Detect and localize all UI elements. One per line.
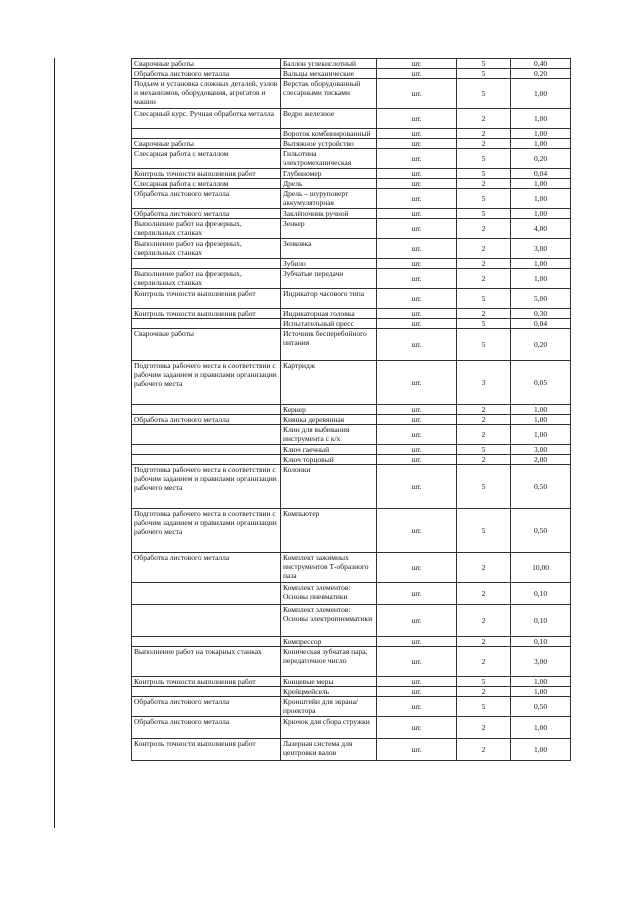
work-cell <box>132 687 281 697</box>
table-row <box>132 129 571 139</box>
unit-cell: шт. <box>377 129 457 139</box>
table-row <box>132 309 571 319</box>
unit-cell: шт. <box>377 647 457 677</box>
quantity-cell: 2 <box>457 269 511 289</box>
item-cell: Источник бесперебойного питания <box>281 329 377 361</box>
work-cell: Выполнение работ на токарных станках <box>132 647 281 677</box>
work-cell <box>132 605 281 637</box>
work-cell: Контроль точности выполнения работ <box>132 739 281 761</box>
item-cell: Дрель <box>281 179 377 189</box>
table-row <box>132 219 571 239</box>
item-cell: Вороток комбинированный <box>281 129 377 139</box>
table-row <box>132 697 571 717</box>
price-cell: 0,10 <box>511 605 571 637</box>
work-cell: Обработка листового металла <box>132 69 281 79</box>
work-cell <box>132 129 281 139</box>
price-cell: 0,30 <box>511 309 571 319</box>
price-cell: 1,00 <box>511 405 571 415</box>
price-cell: 1,00 <box>511 739 571 761</box>
unit-cell: шт. <box>377 455 457 465</box>
unit-cell: шт. <box>377 319 457 329</box>
item-cell: Баллон углекислотный <box>281 59 377 69</box>
unit-cell: шт. <box>377 509 457 553</box>
work-cell: Выполнение работ на фрезерных, сверлильных станках <box>132 219 281 239</box>
item-cell: Картридж <box>281 361 377 405</box>
work-cell <box>132 637 281 647</box>
price-cell: 0,20 <box>511 149 571 169</box>
quantity-cell: 5 <box>457 169 511 179</box>
item-cell: Кернер <box>281 405 377 415</box>
table-row <box>132 717 571 739</box>
price-cell: 1,00 <box>511 179 571 189</box>
table-row <box>132 647 571 677</box>
price-cell: 0,20 <box>511 69 571 79</box>
work-cell: Подготовка рабочего места в соответствии с рабочим заданием и правилами организации рабочего места <box>132 361 281 405</box>
quantity-cell: 2 <box>457 179 511 189</box>
table-row <box>132 139 571 149</box>
table-row <box>132 239 571 259</box>
unit-cell: шт. <box>377 415 457 425</box>
unit-cell: шт. <box>377 189 457 209</box>
unit-cell: шт. <box>377 677 457 687</box>
quantity-cell: 5 <box>457 677 511 687</box>
unit-cell: шт. <box>377 717 457 739</box>
price-cell: 0,05 <box>511 361 571 405</box>
table-row <box>132 455 571 465</box>
price-cell: 0,40 <box>511 59 571 69</box>
item-cell: Компьютер <box>281 509 377 553</box>
unit-cell: шт. <box>377 309 457 319</box>
quantity-cell: 2 <box>457 219 511 239</box>
unit-cell: шт. <box>377 465 457 509</box>
item-cell: Верстак оборудованный слесарными тисками <box>281 79 377 109</box>
quantity-cell: 5 <box>457 79 511 109</box>
work-cell: Выполнение работ на фрезерных, сверлильных станках <box>132 239 281 259</box>
unit-cell: шт. <box>377 169 457 179</box>
equipment-table-body <box>132 59 571 761</box>
table-row <box>132 605 571 637</box>
quantity-cell: 2 <box>457 139 511 149</box>
quantity-cell: 2 <box>457 415 511 425</box>
price-cell: 5,00 <box>511 289 571 309</box>
price-cell: 3,00 <box>511 647 571 677</box>
price-cell: 10,00 <box>511 553 571 583</box>
quantity-cell: 2 <box>457 309 511 319</box>
item-cell: Зенковка <box>281 239 377 259</box>
unit-cell: шт. <box>377 739 457 761</box>
unit-cell: шт. <box>377 109 457 129</box>
price-cell: 4,00 <box>511 219 571 239</box>
work-cell: Обработка листового металла <box>132 697 281 717</box>
table-row <box>132 289 571 309</box>
table-row <box>132 425 571 445</box>
quantity-cell: 5 <box>457 149 511 169</box>
table-row <box>132 149 571 169</box>
price-cell: 0,50 <box>511 509 571 553</box>
quantity-cell: 2 <box>457 647 511 677</box>
quantity-cell: 5 <box>457 509 511 553</box>
unit-cell: шт. <box>377 329 457 361</box>
price-cell: 1,00 <box>511 269 571 289</box>
price-cell: 1,00 <box>511 425 571 445</box>
work-cell: Обработка листового металла <box>132 415 281 425</box>
item-cell: Концевые меры <box>281 677 377 687</box>
item-cell: Дрель – шуруповерт аккумуляторная <box>281 189 377 209</box>
item-cell: Ключ торцовый <box>281 455 377 465</box>
table-row <box>132 553 571 583</box>
table-row <box>132 687 571 697</box>
table-row <box>132 677 571 687</box>
table-row <box>132 69 571 79</box>
price-cell: 1,00 <box>511 109 571 129</box>
table-row <box>132 209 571 219</box>
table-row <box>132 109 571 129</box>
table-row <box>132 79 571 109</box>
quantity-cell: 2 <box>457 425 511 445</box>
unit-cell: шт. <box>377 149 457 169</box>
item-cell: Испытательный пресс <box>281 319 377 329</box>
price-cell: 1,00 <box>511 139 571 149</box>
item-cell: Вальцы механические <box>281 69 377 79</box>
table-row <box>132 637 571 647</box>
quantity-cell: 5 <box>457 319 511 329</box>
unit-cell: шт. <box>377 139 457 149</box>
page-margin-line <box>54 58 55 828</box>
unit-cell: шт. <box>377 425 457 445</box>
price-cell: 1,00 <box>511 717 571 739</box>
price-cell: 1,00 <box>511 415 571 425</box>
quantity-cell: 5 <box>457 289 511 309</box>
work-cell: Подготовка рабочего места в соответствии с рабочим заданием и правилами организации рабочего места <box>132 509 281 553</box>
table-row <box>132 259 571 269</box>
quantity-cell: 2 <box>457 687 511 697</box>
price-cell: 0,50 <box>511 697 571 717</box>
quantity-cell: 2 <box>457 259 511 269</box>
unit-cell: шт. <box>377 219 457 239</box>
item-cell: Зубило <box>281 259 377 269</box>
table-row <box>132 179 571 189</box>
quantity-cell: 3 <box>457 361 511 405</box>
quantity-cell: 5 <box>457 465 511 509</box>
table-row <box>132 319 571 329</box>
item-cell: Гильотина электромеханическая <box>281 149 377 169</box>
price-cell: 1,00 <box>511 259 571 269</box>
item-cell: Индикаторная головка <box>281 309 377 319</box>
work-cell: Слесарная работа с металлом <box>132 149 281 169</box>
item-cell: Глубиномер <box>281 169 377 179</box>
item-cell: Комплект элементов: Основы пневматики <box>281 583 377 605</box>
quantity-cell: 5 <box>457 189 511 209</box>
unit-cell: шт. <box>377 687 457 697</box>
price-cell: 1,00 <box>511 687 571 697</box>
table-row <box>132 329 571 361</box>
price-cell: 1,00 <box>511 209 571 219</box>
price-cell: 0,10 <box>511 583 571 605</box>
price-cell: 3,00 <box>511 239 571 259</box>
item-cell: Крючок для сбора стружки <box>281 717 377 739</box>
unit-cell: шт. <box>377 269 457 289</box>
work-cell: Сварочные работы <box>132 329 281 361</box>
unit-cell: шт. <box>377 445 457 455</box>
work-cell: Контроль точности выполнения работ <box>132 677 281 687</box>
quantity-cell: 5 <box>457 209 511 219</box>
quantity-cell: 2 <box>457 455 511 465</box>
quantity-cell: 2 <box>457 717 511 739</box>
price-cell: 1,00 <box>511 129 571 139</box>
table-row <box>132 405 571 415</box>
unit-cell: шт. <box>377 179 457 189</box>
table-row <box>132 445 571 455</box>
unit-cell: шт. <box>377 69 457 79</box>
price-cell: 1,00 <box>511 79 571 109</box>
unit-cell: шт. <box>377 697 457 717</box>
quantity-cell: 2 <box>457 405 511 415</box>
quantity-cell: 2 <box>457 637 511 647</box>
work-cell <box>132 425 281 445</box>
item-cell: Вытяжное устройство <box>281 139 377 149</box>
work-cell: Сварочные работы <box>132 59 281 69</box>
item-cell: Кронштейн для экрана/ проектора <box>281 697 377 717</box>
item-cell: Компрессор <box>281 637 377 647</box>
item-cell: Крейцмейсель <box>281 687 377 697</box>
quantity-cell: 2 <box>457 739 511 761</box>
table-row <box>132 415 571 425</box>
item-cell: Индикатор часового типа <box>281 289 377 309</box>
work-cell <box>132 455 281 465</box>
table-row <box>132 59 571 69</box>
item-cell: Ключ гаечный <box>281 445 377 455</box>
unit-cell: шт. <box>377 637 457 647</box>
price-cell: 0,04 <box>511 319 571 329</box>
quantity-cell: 2 <box>457 605 511 637</box>
price-cell: 2,00 <box>511 455 571 465</box>
price-cell: 3,00 <box>511 445 571 455</box>
work-cell: Контроль точности выполнения работ <box>132 309 281 319</box>
unit-cell: шт. <box>377 361 457 405</box>
work-cell <box>132 583 281 605</box>
unit-cell: шт. <box>377 59 457 69</box>
price-cell: 0,50 <box>511 465 571 509</box>
table-row <box>132 361 571 405</box>
item-cell: Комплект зажимных инструментов Т-образного паза <box>281 553 377 583</box>
table-row <box>132 509 571 553</box>
item-cell: Заклёпочник ручной <box>281 209 377 219</box>
equipment-table <box>131 58 571 761</box>
work-cell: Подготовка рабочего места в соответствии с рабочим заданием и правилами организации рабочего места <box>132 465 281 509</box>
work-cell <box>132 259 281 269</box>
work-cell: Подъем и установка сложных деталей, узлов и механизмов, оборудования, агрегатов и машин <box>132 79 281 109</box>
table-row <box>132 739 571 761</box>
item-cell: Киянка деревянная <box>281 415 377 425</box>
work-cell: Выполнение работ на фрезерных, сверлильных станках <box>132 269 281 289</box>
unit-cell: шт. <box>377 259 457 269</box>
work-cell: Обработка листового металла <box>132 553 281 583</box>
table-row <box>132 269 571 289</box>
unit-cell: шт. <box>377 209 457 219</box>
unit-cell: шт. <box>377 289 457 309</box>
quantity-cell: 5 <box>457 329 511 361</box>
item-cell: Зенкер <box>281 219 377 239</box>
table-row <box>132 583 571 605</box>
unit-cell: шт. <box>377 79 457 109</box>
work-cell: Обработка листового металла <box>132 717 281 739</box>
work-cell: Слесарный курс. Ручная обработка металла <box>132 109 281 129</box>
quantity-cell: 2 <box>457 129 511 139</box>
quantity-cell: 2 <box>457 239 511 259</box>
unit-cell: шт. <box>377 553 457 583</box>
quantity-cell: 5 <box>457 69 511 79</box>
item-cell: Коническая зубчатая пара, передаточное число <box>281 647 377 677</box>
unit-cell: шт. <box>377 405 457 415</box>
price-cell: 1,00 <box>511 189 571 209</box>
work-cell <box>132 445 281 455</box>
table-row <box>132 189 571 209</box>
quantity-cell: 5 <box>457 445 511 455</box>
price-cell: 0,20 <box>511 329 571 361</box>
price-cell: 0,04 <box>511 169 571 179</box>
table-row <box>132 169 571 179</box>
item-cell: Клин для выбивания инструмента с к/х <box>281 425 377 445</box>
work-cell: Слесарная работа с металлом <box>132 179 281 189</box>
price-cell: 1,00 <box>511 677 571 687</box>
work-cell: Обработка листового металла <box>132 189 281 209</box>
item-cell: Лазерная система для центровки валов <box>281 739 377 761</box>
item-cell: Комплект элементов: Основы электропневматики <box>281 605 377 637</box>
quantity-cell: 2 <box>457 583 511 605</box>
unit-cell: шт. <box>377 605 457 637</box>
item-cell: Колонки <box>281 465 377 509</box>
work-cell: Контроль точности выполнения работ <box>132 289 281 309</box>
work-cell <box>132 319 281 329</box>
work-cell: Сварочные работы <box>132 139 281 149</box>
work-cell: Контроль точности выполнения работ <box>132 169 281 179</box>
table-row <box>132 465 571 509</box>
quantity-cell: 2 <box>457 109 511 129</box>
work-cell: Обработка листового металла <box>132 209 281 219</box>
work-cell <box>132 405 281 415</box>
price-cell: 0,10 <box>511 637 571 647</box>
item-cell: Зубчатые передачи <box>281 269 377 289</box>
item-cell: Ведро железное <box>281 109 377 129</box>
quantity-cell: 5 <box>457 697 511 717</box>
quantity-cell: 2 <box>457 553 511 583</box>
unit-cell: шт. <box>377 583 457 605</box>
quantity-cell: 5 <box>457 59 511 69</box>
unit-cell: шт. <box>377 239 457 259</box>
